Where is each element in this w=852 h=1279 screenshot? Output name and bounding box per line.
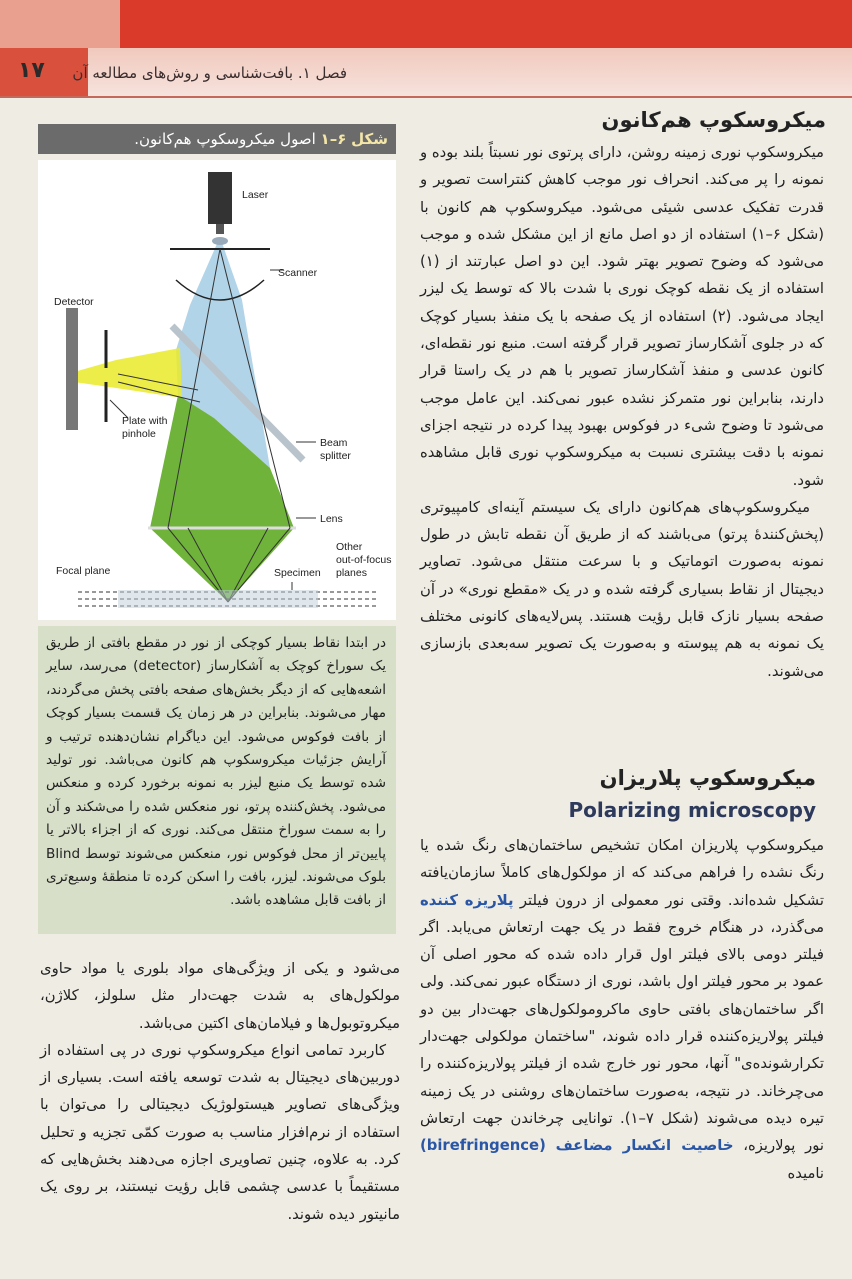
figure-title-bar <box>38 124 396 154</box>
page-header <box>0 48 852 98</box>
reflected-light <box>74 348 182 398</box>
figure-label-word: شکل <box>351 130 388 148</box>
birefringence-term-fa: خاصیت انکسار مضاعف <box>555 1137 734 1155</box>
label-detector: Detector <box>54 296 94 308</box>
laser-source <box>208 172 232 224</box>
confocal-heading: میکروسکوپ هم‌کانون <box>601 108 826 132</box>
left-paragraph-2: کاربرد تمامی انواع میکروسکوپ نوری در پی استفاده از دوربین‌های دیجیتال به شدت توسعه یافته است. بسیاری از ویژگی‌های تصاویر هیستولوژیک دیجیتالی را می‌توان با استفاده از نرم‌افزار مناسب به صورت کمّی تجزیه و تحلیل کرد. به علاوه، چنین تصاویری اجازه می‌دهند بخش‌هایی که مستقیماً با عدسی چشمی قابل رؤیت نیستند، بر روی یک مانیتور دیده شوند. <box>40 1041 400 1223</box>
chapter-title: فصل ۱. بافت‌شناسی و روش‌های مطالعه آن <box>72 64 347 82</box>
label-focal-plane: Focal plane <box>56 565 111 577</box>
confocal-text <box>420 139 824 685</box>
label-pinhole: pinhole <box>122 428 156 440</box>
polarizing-paragraph <box>420 832 824 1187</box>
figure-number: ۶–۱ <box>320 130 347 148</box>
label-plate: Plate with <box>122 415 168 427</box>
polarizing-text-part-2: می‌گذرد، در هنگام خروج فقط در یک جهت ارتعاش می‌یابد. اگر فیلتر دومی بالای فیلتر اول قرار داده شده که محور اصلی آن عمود بر محور فیلتر اول باشد، نوری از دستگاه عبور نمی‌کند. ولی اگر ساختمان‌های بافتی حاوی ماکرومولکول‌های جهت‌دار بین دو فیلتر پولاریزه‌کننده قرار داده شوند، "ساختمان مولکولی جهت‌دار تکرارشونده‌ی" آنها، محور نور خارج شده از فیلتر پولاریزه‌کننده را می‌چرخاند. در نتیجه، به‌صورت ساختمان‌های روشنی در یک زمینه تیره دیده می‌شوند (شکل ۷–۱). توانایی چرخاندن جهت ارتعاش نور پولاریزه، <box>420 918 825 1155</box>
polarizing-text <box>420 832 824 1187</box>
birefringence-term-en: (birefringence) <box>420 1137 546 1155</box>
figure-title: اصول میکروسکوپ هم‌کانون. <box>134 130 316 148</box>
specimen-slab <box>118 590 318 608</box>
polarizing-heading-fa: میکروسکوپ پلاریزان <box>599 766 816 790</box>
laser-nozzle <box>216 224 224 234</box>
label-planes: planes <box>336 567 367 579</box>
label-laser: Laser <box>242 189 269 201</box>
header-rule <box>0 96 852 98</box>
polarizing-text-part-1: میکروسکوپ پلاریزان امکان تشخیص ساختمان‌های رنگ شده یا رنگ نشده را فراهم می‌کند که از مولکول‌های کاملاً سازمان‌یافته تشکیل شده‌اند. وقتی نور معمولی از درون فیلتر <box>420 837 824 909</box>
figure-caption-text: در ابتدا نقاط بسیار کوچکی از نور در مقطع بافتی از طریق یک سوراخ کوچک به آشکارساز (detector) می‌رسد، سایر اشعه‌هایی که از دیگر بخش‌های صفحه بافتی پخش می‌گردند، مهار می‌شوند. بنابراین در هر زمان یک قسمت بسیار کوچک از بافت فوکوس می‌شود. این دیاگرام نشان‌دهنده ترتیب و آرایش جزئیات میکروسکوپ هم کانون می‌باشد. نور تولید شده توسط یک منبع لیزر به نمونه برخورد کرده و منعکس می‌شود. پخش‌کننده پرتو، نور منعکس شده را می‌شکند و آن را به سمت سوراخ منتقل می‌کند. نوری که از اجزاء بالاتر یا پایین‌تر از محل فوکوس نور، منعکس می‌شوند توسط Blind بلوک می‌شوند. لیزر، بافت را اسکن کرده تا منطقهٔ وسیع‌تری از بافت قابل مشاهده باشد. <box>46 635 387 909</box>
polarizing-filter-term: پلاریزه کننده <box>420 891 514 909</box>
label-other: Other <box>336 541 363 553</box>
detector-plate <box>66 308 78 430</box>
top-color-band <box>0 0 852 48</box>
label-beam: Beam <box>320 437 348 449</box>
left-paragraph-1: می‌شود و یکی از ویژگی‌های مواد بلوری یا مواد حاوی مولکول‌های به شدت جهت‌دار مثل سلولز، کلاژن، میکروتوبول‌ها و فیلامان‌های اکتین می‌باشد. <box>40 960 400 1032</box>
polarizing-text-part-3: نامیده <box>787 1164 824 1182</box>
label-specimen: Specimen <box>274 567 321 579</box>
label-scanner: Scanner <box>278 267 318 279</box>
label-lens: Lens <box>320 513 343 525</box>
label-splitter: splitter <box>320 450 351 462</box>
confocal-paragraph-1: میکروسکوپ نوری زمینه روشن، دارای پرتوی نور نسبتاً بلند بوده و نمونه را پر می‌کند. انحراف نور موجب کاهش کنتراست تصویر و قدرت تفکیک عدسی شیئی می‌شود. میکروسکوپ هم کانون با (شکل ۶–۱) استفاده از دو اصل مانع از این مشکل شده و موجب می‌شود که وضوح تصویر بهتر شود. این دو اصل عبارتند از (۱) استفاده از یک نقطه کوچک نوری با شدت بالا که توسط یک لیزر ایجاد می‌شود. (۲) استفاده از یک صفحه با یک منفذ بسیار کوچک که در جلوی آشکارساز تصویر قرار گرفته است. منبع نور نقطه‌ای، کانون عدسی و منفذ آشکارساز تصویر با هم در یک راستا قرار دارند، بنابراین نور متمرکز نشده عبور نمی‌کند. این عامل موجب می‌شود تا وضوح شیء در فوکوس بهبود پیدا کرده در نتیجه اجزای نمونه با دقت بیشتری نسبت به میکروسکوپ نوری قابل مشاهده شود. <box>420 144 824 489</box>
confocal-paragraph-2: میکروسکوپ‌های هم‌کانون دارای یک سیستم آینه‌ای کامپیوتری (پخش‌کنندهٔ پرتو) می‌باشند که از طریق آن نقطه تابش در طول نمونه به‌صورت اتوماتیک و با سرعت منتقل می‌شود. تصاویر دیجیتال از نقاط بسیاری گرفته شده و در یک «مقطع نوری» در آن صفحه بسیار نازک قابل رؤیت هستند. پس‌لایه‌های کانونی مختلف یک نمونه به هم پیوسته و به‌صورت یک تصویر سه‌بعدی بازسازی می‌شوند. <box>420 498 824 680</box>
label-out-of-focus: out-of-focus <box>336 554 392 566</box>
confocal-diagram-svg <box>38 160 396 620</box>
figure-caption <box>38 626 396 934</box>
laser-aperture <box>212 237 228 245</box>
page-number: ۱۷ <box>18 58 45 83</box>
polarizing-heading-en: Polarizing microscopy <box>568 798 816 822</box>
top-band-light <box>0 0 120 48</box>
confocal-diagram <box>38 160 396 620</box>
left-column-text <box>40 955 400 1228</box>
